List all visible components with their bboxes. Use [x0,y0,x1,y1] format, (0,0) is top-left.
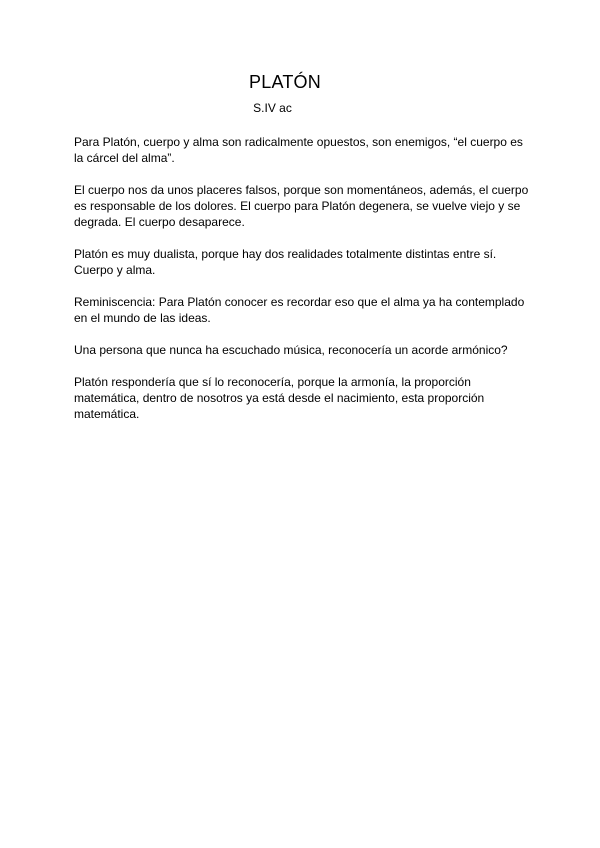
paragraph-1: Para Platón, cuerpo y alma son radicalmente opuestos, son enemigos, “el cuerpo es la cárcel del alma”. [74,135,523,165]
paragraph-2: El cuerpo nos da unos placeres falsos, porque son momentáneos, además, el cuerpo es responsable de los dolores. El cuerpo para Platón degenera, se vuelve viejo y se degrada. El cuerpo desaparece. [74,183,529,229]
paragraph-4: Reminiscencia: Para Platón conocer es recordar eso que el alma ya ha contemplado en el mundo de las ideas. [74,295,525,325]
page-title: PLATÓN [249,72,321,92]
document-body [74,134,534,438]
paragraph-3: Platón es muy dualista, porque hay dos realidades totalmente distintas entre sí. Cuerpo y alma. [74,247,497,277]
paragraph-5: Una persona que nunca ha escuchado música, reconocería un acorde armónico? [74,343,508,357]
page-subtitle: S.IV ac [253,101,292,115]
paragraph-6: Platón respondería que sí lo reconocería, porque la armonía, la proporción matemática, dentro de nosotros ya está desde el nacimiento, esta proporción matemática. [74,375,485,421]
